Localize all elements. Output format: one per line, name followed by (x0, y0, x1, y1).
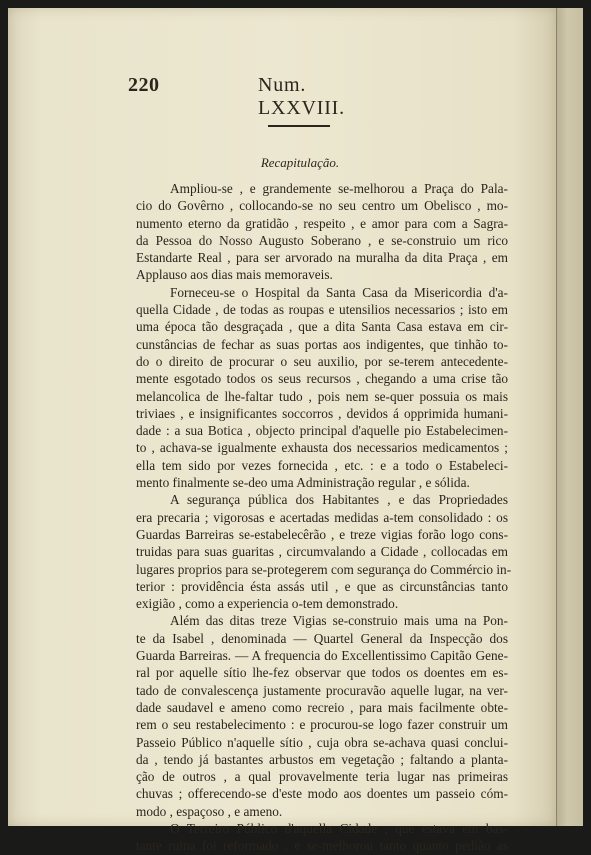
page-header (128, 74, 388, 119)
text-line: uma época tão desgraçada , que a dita Santa Casa estava em cir- (136, 319, 508, 335)
text-line: triviaes , e insignificantes soccorros , devidos á opprimida humani- (136, 405, 508, 421)
text-line: tante ruina foi reformado , e se-melhorou tanto quanto pedião as (136, 838, 508, 854)
text-line: te da Isabel , denominada — Quartel General da Inspecção dos (136, 630, 508, 646)
text-line: modo , espaçoso , e ameno. (136, 803, 283, 819)
page-number: 220 (128, 74, 160, 96)
text-line: Forneceu-se o Hospital da Santa Casa da Misericordia d'a- (170, 284, 508, 300)
text-line: Applauso aos dias mais memoraveis. (136, 267, 333, 283)
text-line: Estandarte Real , para ser arvorado na muralha da dita Praça , em (136, 250, 508, 266)
text-line: cunstâncias de fechar as suas portas aos indigentes, que tinhão to- (136, 336, 508, 352)
text-line: cio do Govêrno , collocando-se no seu centro um Obelisco , mo- (136, 198, 508, 214)
text-line: quella Cidade , de todas as roupas e utensilios necessarios ; isto em (136, 302, 508, 318)
text-line: rem o seu restabelecimento : e procurou-se logo fazer construir um (136, 717, 508, 733)
text-line: Ampliou-se , e grandemente se-melhorou a Praça do Pala- (170, 181, 508, 196)
text-line: ella tem sido por vezes fornecida , etc. : e a todo o Estabeleci- (136, 457, 508, 473)
text-line: mento finalmente se-deo uma Administração regular , e sólida. (136, 475, 470, 491)
page-fold-edge (556, 8, 583, 826)
text-line: era precaria ; vigorosas e acertadas medidas a-tem consolidado : os (136, 509, 508, 525)
text-line: exigião , como a experiencia o-tem demonstrado. (136, 596, 399, 612)
text-line: to , achava-se igualmente exhausta dos necessarios medicamentos ; (136, 440, 508, 456)
text-line: truidas para suas guaritas , circumvalando a Cidade , collocadas em (136, 544, 508, 560)
text-line: da Pessoa do Nosso Augusto Soberano , e se-construio um rico (136, 232, 508, 248)
issue-title: Num. LXXVIII. (258, 74, 345, 119)
text-line: ção de outros , a qual provavelmente teria lugar nas primeiras (136, 769, 508, 785)
text-line: Além das ditas treze Vigias se-construio mais uma na Pon- (170, 613, 508, 629)
text-line: chuvas ; offerecendo-se d'este modo aos doentes um passeio cóm- (136, 786, 508, 802)
text-line: Guardas Barreiras se-estabelecêrão , e treze vigias forão logo cons- (136, 526, 508, 542)
text-line: A segurança pública dos Habitantes , e das Propriedades (170, 492, 508, 508)
text-line: mente esgotado todos os seus recursos , chegando a uma crise tão (136, 371, 508, 387)
header-rule (268, 125, 330, 127)
text-line: do o direito de procurar o seu auxilio, por se-terem antecedente- (136, 353, 508, 369)
text-line: O Terreiro Público d'aquella Cidade , que estava em bas- (170, 820, 508, 836)
body-text (136, 180, 512, 855)
text-line: Guarda Barreiras. — A frequencia do Excellentissimo Capitão Gene- (136, 648, 508, 664)
section-title: Recapitulação. (260, 155, 340, 170)
text-line: lugares proprios para se-protegerem com segurança do Commércio in- (136, 561, 512, 577)
text-line: tado de convalescença justamente procuravão aquelle lugar, na ver- (136, 682, 508, 698)
text-line: ral por aquelle sítio lhe-fez observar que todos os doentes em es- (136, 665, 508, 681)
text-line: numento eterno da gratidão , respeito , e amor para com a Sagra- (136, 215, 508, 231)
text-line: terior : providência ésta assás util , e que as circunstâncias tanto (136, 578, 508, 594)
text-line: melancolica de lhe-faltar tudo , pois nem se-quer possuia os mais (136, 388, 508, 404)
text-line: dade saudavel e ameno como recreio , para mais facilmente obte- (136, 699, 508, 715)
text-line: da , tendo já bastantes arbustos em vegetação ; faltando a planta- (136, 751, 508, 767)
text-line: dade : a sua Botica , objecto principal d'aquelle pio Estabelecimen- (136, 423, 508, 439)
text-line: Passeio Público n'aquelle sítio , cuja obra se-achava quasi conclui- (136, 734, 508, 750)
